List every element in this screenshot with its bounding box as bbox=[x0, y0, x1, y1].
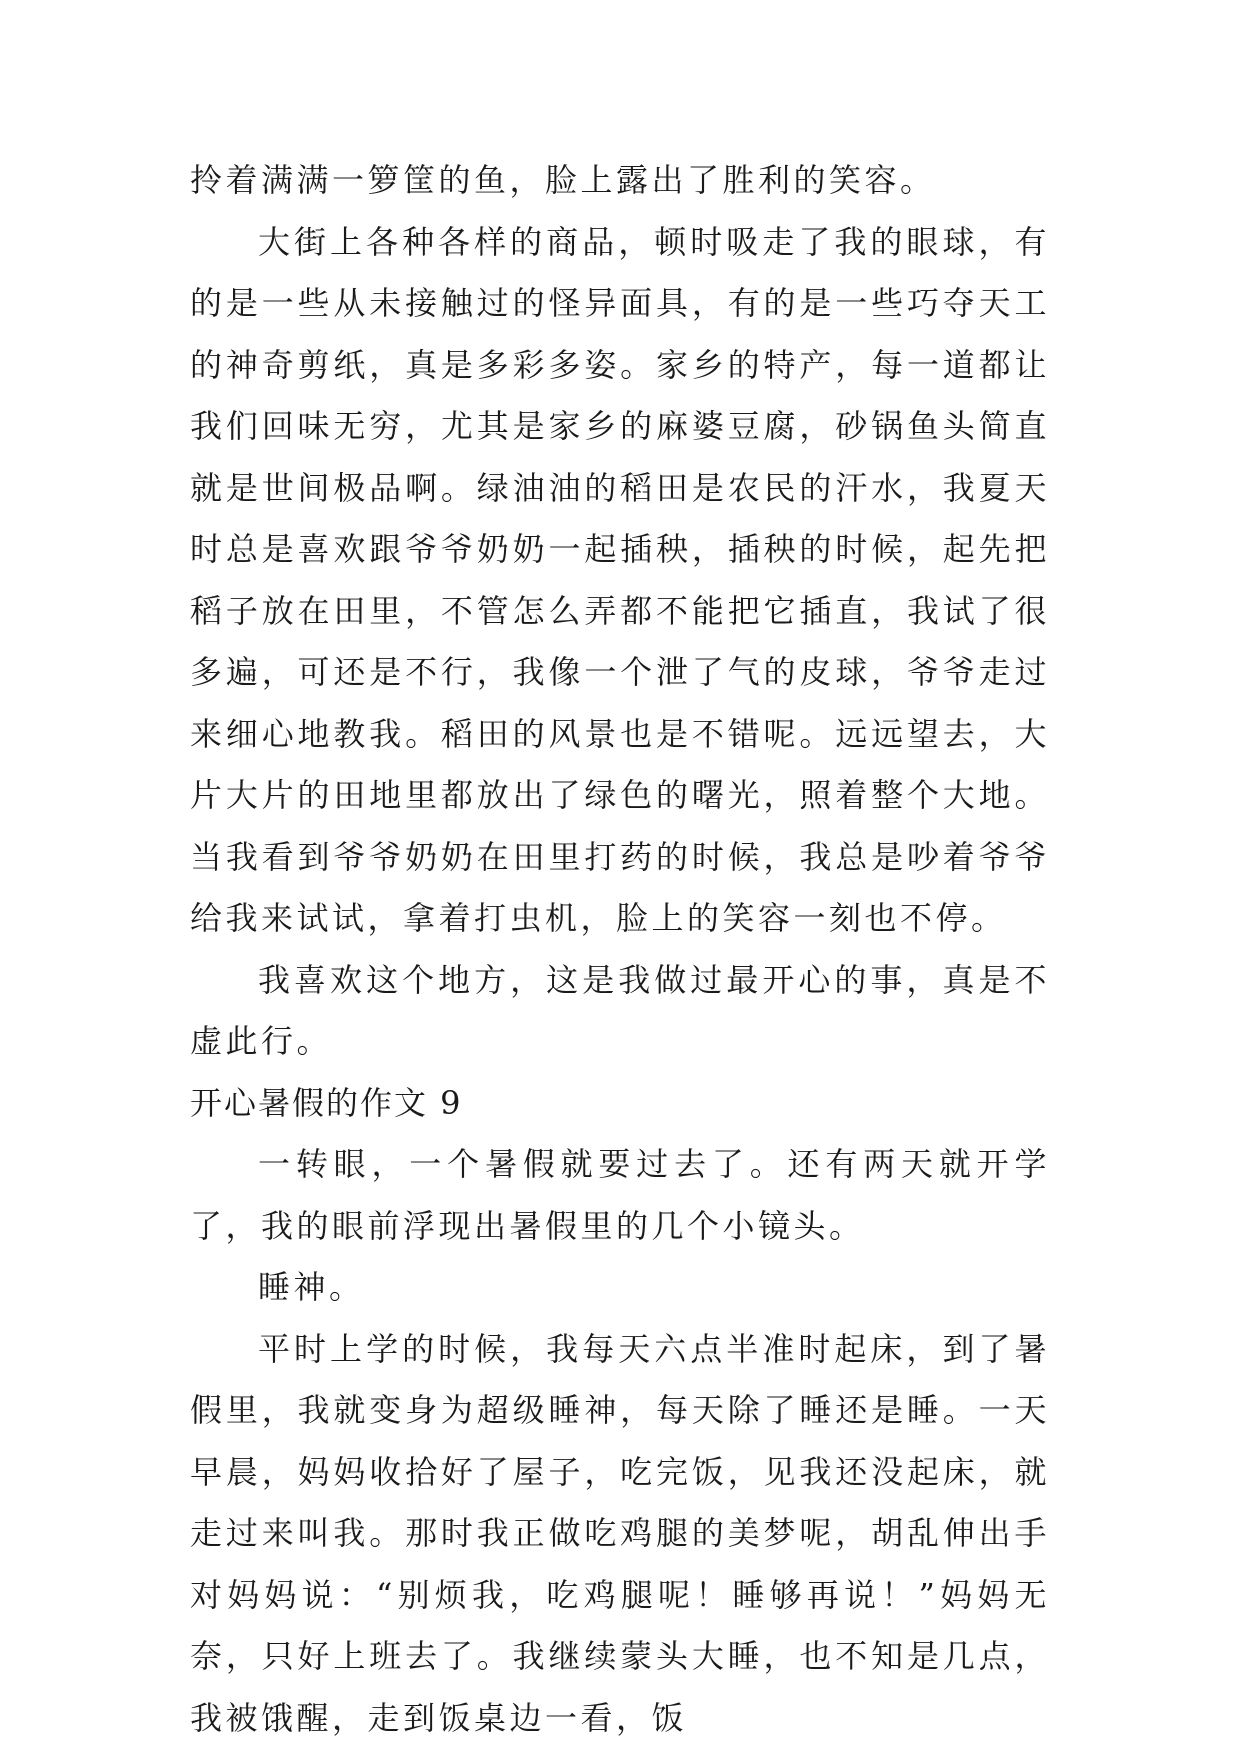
paragraph-hometown: 大街上各种各样的商品，顿时吸走了我的眼球，有的是一些从未接触过的怪异面具，有的是一些巧夺天工的神奇剪纸，真是多彩多姿。家乡的特产，每一道都让我们回味无穷，尤其是家乡的麻婆豆腐，砂锅鱼头简直就是世间极品啊。绿油油的稻田是农民的汗水，我夏天时总是喜欢跟爷爷奶奶一起插秧，插秧的时候，起先把稻子放在田里，不管怎么弄都不能把它插直，我试了很多遍，可还是不行，我像一个泄了气的皮球，爷爷走过来细心地教我。稻田的风景也是不错呢。远远望去，大片大片的田地里都放出了绿色的曙光，照着整个大地。当我看到爷爷奶奶在田里打药的时候，我总是吵着爷爷给我来试试，拿着打虫机，脸上的笑容一刻也不停。 bbox=[190, 222, 1050, 937]
document-body bbox=[190, 150, 1050, 1749]
paragraph-sleep-story: 平时上学的时候，我每天六点半准时起床，到了暑假里，我就变身为超级睡神，每天除了睡还是睡。一天早晨，妈妈收拾好了屋子，吃完饭，见我还没起床，就走过来叫我。那时我正做吃鸡腿的美梦呢，胡乱伸出手对妈妈说：“别烦我，吃鸡腿呢！睡够再说！”妈妈无奈，只好上班去了。我继续蒙头大睡，也不知是几点，我被饿醒，走到饭桌边一看，饭 bbox=[190, 1329, 1050, 1737]
paragraph-subtitle-sleep: 睡神。 bbox=[258, 1268, 365, 1306]
paragraph-conclusion: 我喜欢这个地方，这是我做过最开心的事，真是不虚此行。 bbox=[190, 960, 1050, 1060]
paragraph-intro: 一转眼，一个暑假就要过去了。还有两天就开学了，我的眼前浮现出暑假里的几个小镜头。 bbox=[190, 1145, 1050, 1245]
section-heading: 开心暑假的作文 9 bbox=[190, 1083, 463, 1122]
paragraph-fishing-end: 拎着满满一箩筐的鱼，脸上露出了胜利的笑容。 bbox=[190, 161, 936, 199]
